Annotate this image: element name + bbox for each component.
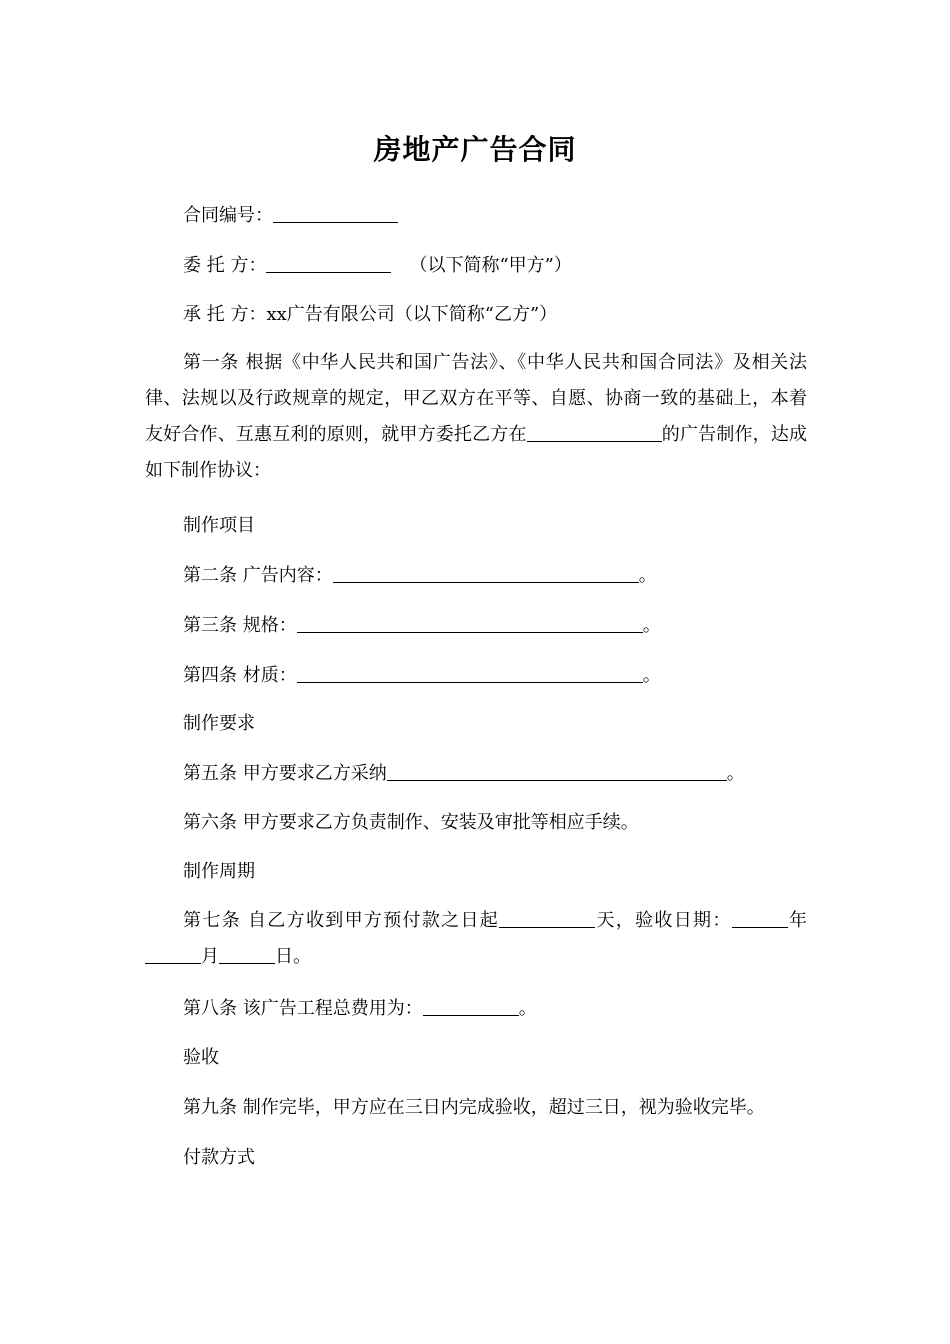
section-requirements: 制作要求 [183,713,255,734]
article-7-year-blank [732,909,788,928]
article-7-year: 年 [787,910,807,931]
article-3 [183,613,661,639]
section-period: 制作周期 [183,861,255,882]
article-7 [145,903,807,975]
client-label: 委 托 方： [183,255,267,276]
article-5-blank [387,762,727,781]
article-4-blank [297,664,643,683]
article-2-end: 。 [638,565,657,586]
article-5-end: 。 [726,763,745,784]
article-1-text-a: 第一条 根据《中华人民共和国广告法》、《中华人民共和国合同法》及相关法律、法规以及行政规章的规定，甲乙双方在平等、自愿、协商一致的基础上，本着友好合作、互惠互利的原则，就甲方委托乙方在 [145,352,807,445]
contractor-label: 承 托 方： [183,304,267,325]
article-7-text-b: 天，验收日期： [595,910,732,931]
article-7-month-blank [145,945,201,964]
article-3-blank [297,614,643,633]
client-blank [266,254,391,273]
article-6: 第六条 甲方要求乙方负责制作、安装及审批等相应手续。 [183,812,639,833]
article-4-end: 。 [642,665,661,686]
article-1-blank [527,423,662,442]
article-8-label: 第八条 该广告工程总费用为： [183,998,423,1019]
article-9: 第九条 制作完毕，甲方应在三日内完成验收，超过三日，视为验收完毕。 [183,1097,765,1118]
article-1 [145,345,807,489]
article-2-label: 第二条 广告内容： [183,565,333,586]
article-8-end: 。 [518,998,537,1019]
article-8 [183,996,537,1022]
article-7-text-a: 第七条 自乙方收到甲方预付款之日起 [183,910,500,931]
section-payment: 付款方式 [183,1147,255,1168]
article-4 [183,663,661,689]
article-3-label: 第三条 规格： [183,615,297,636]
article-3-end: 。 [642,615,661,636]
article-7-days-blank [499,909,595,928]
client-line [183,253,572,279]
article-7-month: 月 [201,946,219,967]
client-suffix: （以下简称“甲方”） [409,255,572,276]
article-5 [183,761,745,787]
contractor-value: xx广告有限公司（以下简称“乙方”） [266,304,558,325]
contract-number-line [183,203,398,229]
article-7-day: 日。 [275,946,311,967]
section-production: 制作项目 [183,515,255,536]
contract-number-blank [273,204,398,223]
document-title: 房地产广告合同 [373,133,577,166]
article-1-text-b: 的广告制作，达成如下制作协议： [145,424,808,481]
article-7-day-blank [219,945,275,964]
contractor-line [183,302,557,328]
article-2-blank [333,564,639,583]
article-4-label: 第四条 材质： [183,665,297,686]
article-2 [183,563,657,589]
section-acceptance: 验收 [183,1047,219,1068]
article-8-blank [423,997,519,1016]
article-5-label: 第五条 甲方要求乙方采纳 [183,763,387,784]
contract-number-label: 合同编号： [183,205,273,226]
